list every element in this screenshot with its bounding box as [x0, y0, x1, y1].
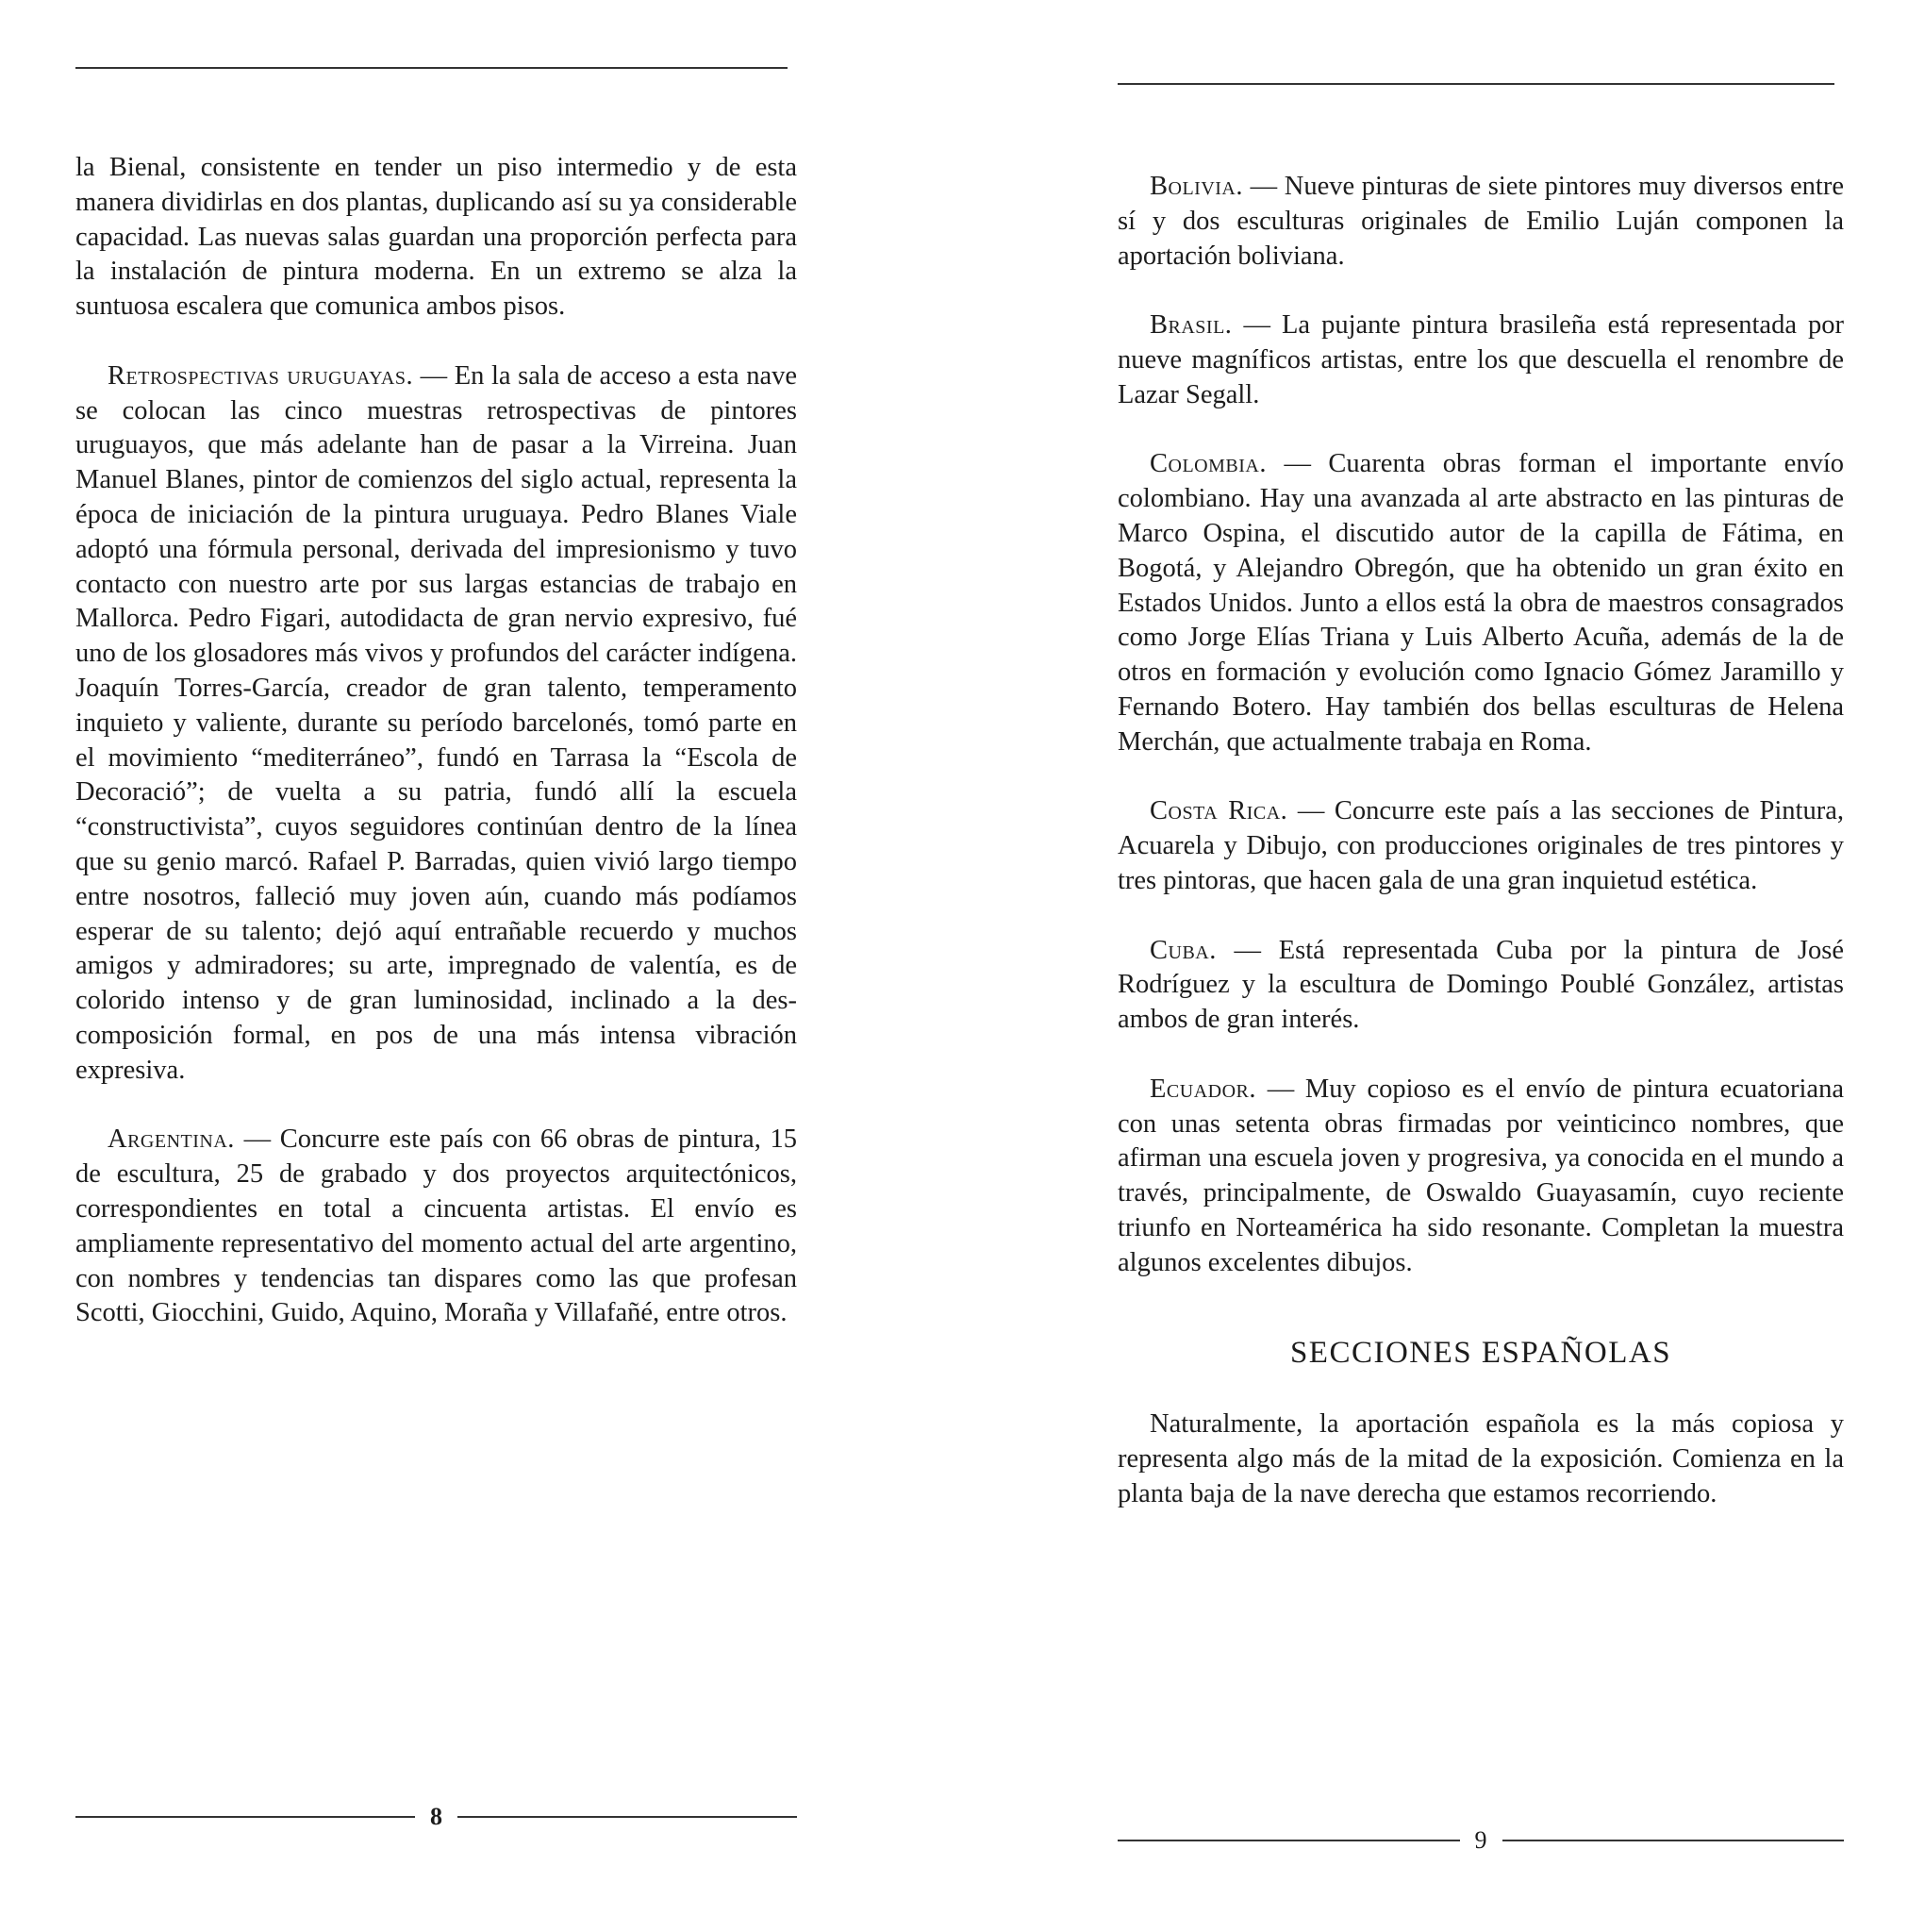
paragraph-lead: Ecuador.: [1150, 1074, 1256, 1104]
paragraph-text: — La pujante pintura brasileña está representada por nueve magníficos artistas, entre los que descuella el renombre de Lazar Segall.: [1118, 310, 1844, 409]
footer-rule-right: [457, 1816, 797, 1818]
paragraph-lead: Argentina.: [108, 1124, 235, 1155]
paragraph-ecuador: [1118, 1073, 1844, 1281]
top-rule: [1118, 83, 1834, 85]
paragraph-text: — Está representada Cuba por la pintura de José Rodríguez y la escultura de Domingo Poublé González, artistas ambos de gran interés.: [1118, 935, 1844, 1035]
paragraph-text: — Concurre este país con 66 obras de pintura, 15 de escultura, 25 de grabado y dos proyectos arquitectónicos, correspondientes en total a cincuenta artistas. El envío es ampliamente representativo del momento actual del arte argentino, con nombres y tendencias tan dispares como las que profesan Scotti, Giocchini, Guido, Aquino, Moraña y Villafañé, entre otros.: [75, 1124, 797, 1328]
page-number: 9: [1474, 1826, 1487, 1854]
paragraph-lead: Colombia.: [1150, 449, 1267, 479]
paragraph-argentina: [75, 1123, 797, 1331]
paragraph-bolivia: [1118, 170, 1844, 274]
paragraph-text: — Muy copioso es el envío de pintura ecuatoriana con unas setenta obras firmadas por veinticinco nombres, que afirman una escuela joven y progresiva, ya conocida en el mundo a través, principalmente, de Oswaldo Guayasamín, cuyo reciente triunfo en Norteamérica ha sido resonante. Completan la muestra algunos excelentes dibujos.: [1118, 1074, 1844, 1277]
paragraph-bienal-continuation: la Bienal, consistente en tender un piso intermedio y de esta manera dividirlas en dos plantas, duplicando así su ya considerable capacidad. Las nuevas salas guardan una proporción perfecta para la instalación de pintura moderna. En un extremo se alza la suntuosa escalera que comunica ambos pisos.: [75, 153, 797, 322]
left-page: [75, 0, 797, 1932]
paragraph-lead: Brasil.: [1150, 310, 1233, 341]
paragraph-secciones-espanolas: Naturalmente, la aportación española es la más copiosa y representa algo más de la mitad de la exposición. Comienza en la planta baja de la nave derecha que estamos recorriendo.: [1118, 1409, 1844, 1508]
paragraph-text: — Nueve pinturas de siete pintores muy diversos entre sí y dos esculturas originales de Emilio Luján componen la aportación boliviana.: [1118, 172, 1844, 271]
paragraph-lead: Retrospectivas uruguayas.: [108, 360, 414, 391]
paragraph-cuba: [1118, 934, 1844, 1038]
left-page-body: [75, 151, 797, 1331]
right-page-body: [1118, 170, 1844, 1512]
top-rule: [75, 67, 788, 69]
paragraph-retrospectivas-uruguayas: [75, 359, 797, 1089]
right-page: [1118, 0, 1844, 1932]
footer-rule-right: [1502, 1840, 1845, 1841]
paragraph-costa-rica: [1118, 794, 1844, 898]
page-footer: [75, 1803, 797, 1831]
page-number: 8: [430, 1803, 442, 1830]
paragraph-lead: Costa Rica.: [1150, 796, 1288, 826]
paragraph-text: — Concurre este país a las secciones de Pintura, Acuarela y Dibujo, con producciones originales de tres pintores y tres pintoras, que hacen gala de una gran inquietud estética.: [1118, 796, 1844, 895]
section-heading: SECCIONES ESPAÑOLAS: [1289, 1335, 1672, 1370]
paragraph-lead: Bolivia.: [1150, 172, 1244, 201]
page-footer: [1118, 1826, 1844, 1855]
paragraph-colombia: [1118, 447, 1844, 759]
footer-rule-left: [1118, 1840, 1460, 1841]
paragraph-lead: Cuba.: [1150, 935, 1217, 965]
paragraph-brasil: [1118, 308, 1844, 412]
footer-rule-left: [75, 1816, 415, 1818]
paragraph-text: — En la sala de acceso a esta nave se colocan las cinco muestras retrospectivas de pintores uruguayos, que más adelante han de pasar a la Virreina. Juan Manuel Blanes, pintor de comienzos del siglo actual, representa la época de iniciación de la pintura uruguaya. Pedro Blanes Viale adoptó una fórmula personal, derivada del impresionismo y tuvo contacto con nuestro arte por sus largas estancias de trabajo en Mallorca. Pedro Figari, autodidacta de gran nervio expresivo, fué uno de los glosadores más vivos y profundos del carácter indígena. Joaquín Torres-García, creador de gran talento, temperamento inquieto y valiente, durante su período barcelonés, tomó parte en el movimiento “mediterráneo”, fundó en Tarrasa la “Escola de Decoració”; de vuelta a su patria, fundó allí la escuela “constructivista”, cuyos seguidores continúan dentro de la línea que su genio marcó. Rafael P. Barradas, quien vivió largo tiempo entre nosotros, falleció muy joven aún, cuando más podíamos esperar de su talento; dejó aquí entrañable recuerdo y muchos amigos y admiradores; su arte, impregnado de valentía, es de colorido intenso y de gran luminosidad, inclinado a la descomposición formal, en pos de una más intensa vibración expresiva.: [75, 360, 797, 1085]
paragraph-text: — Cuarenta obras forman el importante envío colombiano. Hay una avanzada al arte abstracto en las pinturas de Marco Ospina, el discutido autor de la capilla de Fátima, en Bogotá, y Alejandro Obregón, que ha obtenido un gran éxito en Estados Unidos. Junto a ellos está la obra de maestros consagrados como Jorge Elías Triana y Luis Alberto Acuña, además de la de otros en formación y evolución como Ignacio Gómez Jaramillo y Fernando Botero. Hay también dos bellas esculturas de Helena Merchán, que actualmente trabaja en Roma.: [1118, 449, 1844, 757]
